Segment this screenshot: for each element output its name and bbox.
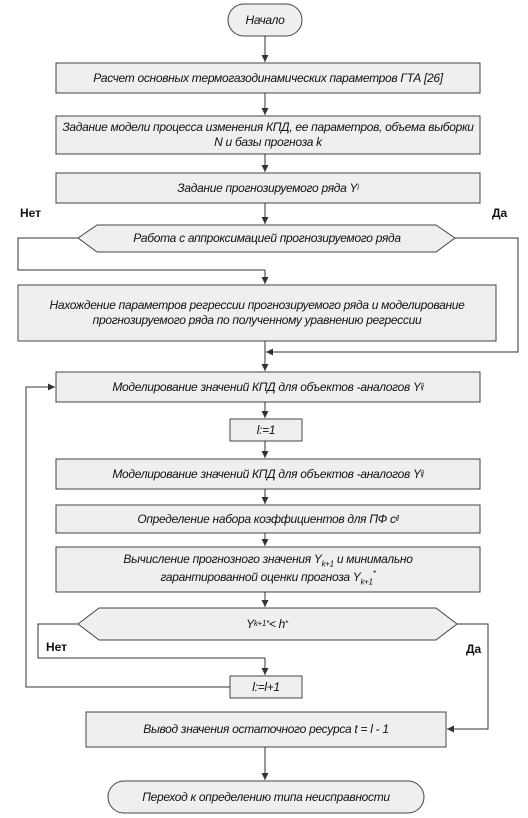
decision-2-yes-path: [447, 624, 488, 729]
process-9-line-2: [160, 569, 375, 587]
process-2-label: Задание модели процесса изменения КПД, ее параметров, объема выборки N и базы прогноза k: [62, 120, 474, 149]
decision-1-yes-label: Да: [492, 206, 508, 220]
process-5-text: Моделирование значений КПД для объектов -аналогов Y: [112, 379, 421, 394]
process-3-text: Задание прогнозируемого ряда Y: [177, 180, 358, 195]
process-9-line-2-superscript: *: [372, 569, 376, 578]
process-5-subscript: i: [420, 382, 423, 391]
process-1-label: Расчет основных термогазодинамических параметров ГТА [26]: [93, 70, 443, 85]
process-4-label: Нахождение параметров регрессии прогнозируемого ряда и моделирование прогнозируемого ряда по полученному уравнению регрессии: [49, 298, 465, 327]
decision-2-label: [100, 608, 434, 640]
process-3-label: [56, 173, 480, 203]
process-9-line-1-subscript: k+1: [321, 559, 334, 568]
process-7-label: [56, 459, 480, 489]
end-label: Переход к определению типа неисправности: [142, 789, 390, 804]
process-9-label: [56, 547, 480, 592]
process-3-subscript: i: [357, 183, 359, 192]
process-5-superscript: j: [422, 382, 424, 391]
decision-2-subscript: k+1: [253, 619, 267, 628]
process-9-line-1: [123, 552, 412, 569]
process-5-label: [56, 372, 480, 402]
process-8-superscript: l: [397, 514, 399, 523]
process-11-label: Вывод значения остаточного ресурса t = l - 1: [143, 722, 389, 736]
decision-2-yes-label: Да: [466, 642, 482, 656]
process-7-text: Моделирование значений КПД для объектов -аналогов Y: [112, 466, 421, 481]
process-8-text: Определение набора коэффициентов для ПФ c: [137, 511, 396, 526]
process-8-label: [56, 505, 480, 533]
process-9-line-2-text: гарантированной оценки прогноза Y: [160, 570, 361, 584]
decision-2-superscript-2: *: [285, 619, 288, 628]
process-7-subscript: i: [420, 469, 423, 478]
process-8-subscript: i: [395, 514, 398, 523]
process-9-line-2-subscript: k+1: [360, 577, 373, 587]
decision-1-label: Работа с аппроксимацией прогнозируемого ряда: [133, 231, 401, 245]
process-10-label: l:=l+1: [252, 679, 280, 694]
process-9-line-1-tail: и минимально: [333, 551, 413, 566]
process-7-superscript: j: [422, 469, 424, 478]
process-6-label: l:=1: [256, 422, 276, 437]
decision-2-text: Y: [246, 616, 254, 631]
decision-2-no-label: Нет: [46, 640, 68, 654]
decision-1-no-label: Нет: [20, 206, 42, 220]
process-9-line-1-text: Вычисление прогнозного значения Y: [123, 551, 322, 566]
start-label: Начало: [245, 12, 285, 27]
decision-2-text-tail: < h: [268, 616, 286, 631]
decision-2-superscript: *: [266, 619, 269, 628]
